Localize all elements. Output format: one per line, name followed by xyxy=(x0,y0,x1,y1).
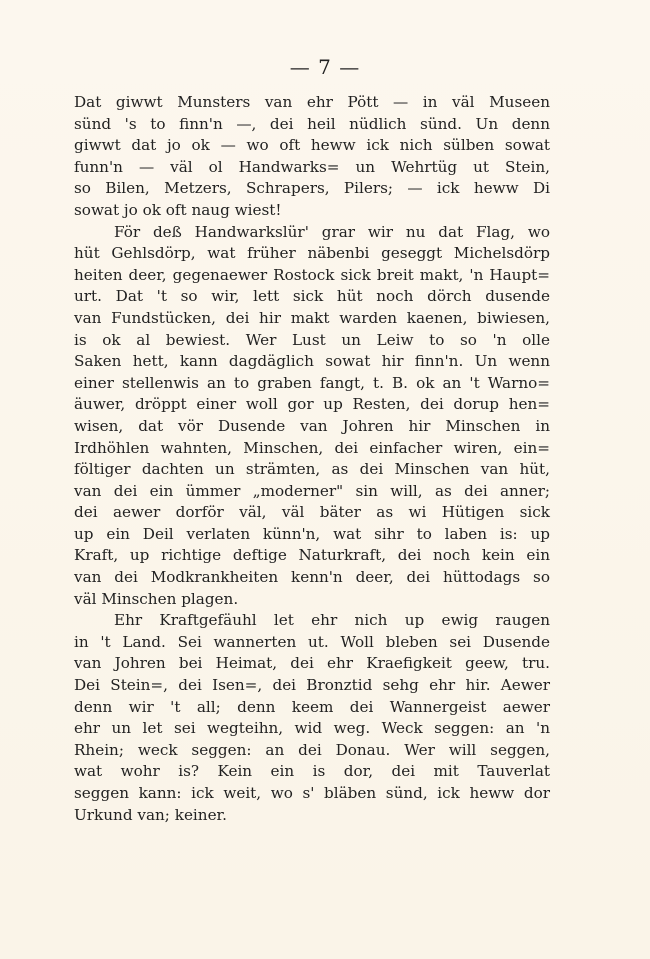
text-line: dei aewer dorför väl, väl bäter as wi Hütigen sick xyxy=(74,503,550,522)
text-line: ehr un let sei wegteihn, wid weg. Weck seggen: an 'n xyxy=(74,719,550,738)
text-line: van dei ein ümmer „moderner" sin will, as dei anner; xyxy=(74,481,550,500)
text-line: denn wir 't all; denn keem dei Wannergeist aewer xyxy=(74,697,550,716)
page-number: — 7 — xyxy=(289,55,361,79)
text-line: so Bilen, Metzers, Schrapers, Pilers; — ick heww Di xyxy=(74,179,550,198)
text-line: Saken hett, kann dagdäglich sowat hir finn'n. Un wenn xyxy=(74,352,550,371)
text-line: is ok al bewiest. Wer Lust un Leiw to so 'n olle xyxy=(74,330,550,349)
text-line: äuwer, dröppt einer woll gor up Resten, dei dorup hen= xyxy=(74,395,550,414)
text-line: heiten deer, gegenaewer Rostock sick breit makt, 'n Haupt= xyxy=(74,265,550,284)
text-line: Dat giwwt Munsters van ehr Pött — in väl Museen xyxy=(74,93,550,111)
text-line: Rhein; weck seggen: an dei Donau. Wer will seggen, xyxy=(74,740,550,759)
text-line: föltiger dachten un strämten, as dei Minschen van hüt, xyxy=(74,460,550,479)
text-line: hüt Gehlsdörp, wat früher näbenbi geseggt Michelsdörp xyxy=(74,244,550,263)
text-line: Kraft, up richtige deftige Naturkraft, dei noch kein ein xyxy=(74,546,550,565)
text-line: funn'n — väl ol Handwarks= un Wehrtüg ut Stein, xyxy=(74,157,550,176)
text-line: van Fundstücken, dei hir makt warden kaenen, biwiesen, xyxy=(74,308,550,327)
text-line: För deß Handwarkslür' grar wir nu dat Flag, wo xyxy=(114,222,550,241)
text-line: Ehr Kraftgefäuhl let ehr nich up ewig raugen xyxy=(114,611,550,630)
text-line: Irdhöhlen wahnten, Minschen, dei einfacher wiren, ein= xyxy=(74,438,550,457)
text-line: väl Minschen plagen. xyxy=(74,589,239,608)
text-line: in 't Land. Sei wannerten ut. Woll bleben sei Dusende xyxy=(74,632,550,651)
paragraph xyxy=(74,222,550,611)
paragraph xyxy=(74,92,550,222)
text-line: up ein Deil verlaten künn'n, wat sihr to laben is: up xyxy=(74,524,550,543)
text-line: Urkund van; keiner. xyxy=(74,805,227,824)
text-line: sünd 's to finn'n —, dei heil nüdlich sünd. Un denn xyxy=(74,114,550,133)
text-line: urt. Dat 't so wir, lett sick hüt noch dörch dusende xyxy=(74,287,550,306)
text-line: Dei Stein=, dei Isen=, dei Bronztid sehg ehr hir. Aewer xyxy=(74,676,550,695)
body-text xyxy=(74,92,550,826)
text-line: einer stellenwis an to graben fangt, t. B. ok an 't Warno= xyxy=(74,373,550,392)
paragraph xyxy=(74,610,550,826)
text-line: van Johren bei Heimat, dei ehr Kraefigkeit geew, tru. xyxy=(74,654,550,673)
text-line: seggen kann: ick weit, wo s' bläben sünd, ick heww dor xyxy=(74,784,550,802)
text-line: wisen, dat vör Dusende van Johren hir Minschen in xyxy=(74,416,550,435)
text-line: van dei Modkrankheiten kenn'n deer, dei hüttodags so xyxy=(74,568,550,587)
text-line: sowat jo ok oft naug wiest! xyxy=(74,200,282,219)
text-line: wat wohr is? Kein ein is dor, dei mit Tauverlat xyxy=(74,762,550,781)
text-line: giwwt dat jo ok — wo oft heww ick nich sülben sowat xyxy=(74,136,550,155)
